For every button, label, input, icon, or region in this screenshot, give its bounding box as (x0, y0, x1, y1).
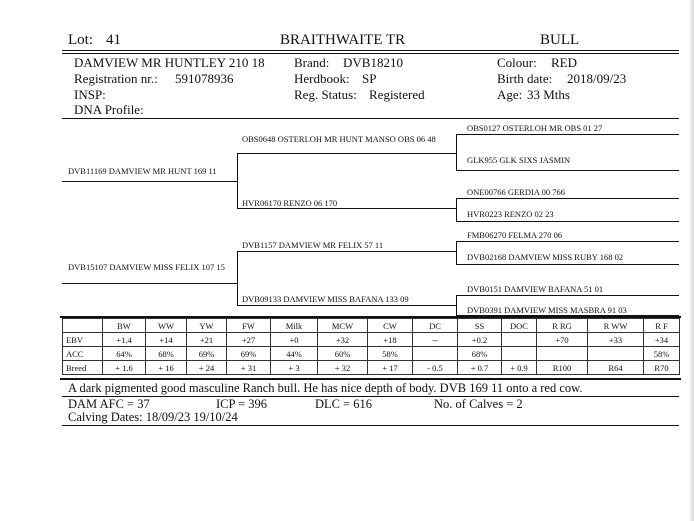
ebv-col-header: R F (644, 319, 680, 333)
ebv-cell: +14 (146, 333, 187, 347)
ebv-cell: +33 (588, 333, 644, 347)
acc-cell: 69% (187, 347, 227, 361)
sds-line (456, 198, 679, 199)
calving-dates: Calving Dates: 18/09/23 19/10/24 (68, 410, 238, 424)
ebv-cell: +27 (227, 333, 271, 347)
dam-bracket (237, 251, 238, 305)
breed-cell: + 0.7 (458, 361, 502, 375)
ds-line (237, 251, 456, 252)
insp-label: INSP: (74, 87, 106, 102)
ebv-col-header: R RG (537, 319, 588, 333)
sd-line (237, 208, 456, 209)
pedigree-sds: ONE00766 GERDIA 00 766 (467, 187, 565, 197)
ebv-col-header: YW (187, 319, 227, 333)
ebv-cell: EBV (63, 333, 103, 347)
breed-cell: R70 (644, 361, 680, 375)
breed-cell: + 32 (318, 361, 368, 375)
sire-bracket (237, 153, 238, 208)
ebv-col-header: DOC (502, 319, 537, 333)
birth-date-value: 2018/09/23 (567, 71, 627, 86)
pedigree-sss: OBS0127 OSTERLOH MR OBS 01 27 (467, 123, 603, 133)
ebv-col-header: Milk (271, 319, 318, 333)
breed-cell: + 31 (227, 361, 271, 375)
dna-profile-label: DNA Profile: (74, 102, 144, 117)
pedigree-sire-sire: OBS0648 OSTERLOH MR HUNT MANSO OBS 06 48 (242, 134, 436, 144)
ebv-col-header: DC (413, 319, 458, 333)
footer-divider (62, 425, 679, 426)
acc-cell: ACC (63, 347, 103, 361)
herdbook-label: Herdbook: (294, 71, 350, 86)
breed-cell: + 16 (146, 361, 187, 375)
breed-cell: + 0.9 (502, 361, 537, 375)
breed-cell: Breed (63, 361, 103, 375)
breed-cell: + 1.6 (103, 361, 146, 375)
reg-status-label: Reg. Status: (294, 87, 357, 102)
registration-label: Registration nr.: (74, 71, 158, 86)
acc-cell (588, 347, 644, 361)
breed-row (63, 361, 680, 375)
acc-cell: 44% (271, 347, 318, 361)
ebv-row (63, 333, 680, 347)
pedigree-dds: DVB0151 DAMVIEW BAFANA 51 01 (467, 284, 604, 294)
header-divider-top (62, 50, 679, 51)
acc-cell: 60% (318, 347, 368, 361)
acc-cell (502, 347, 537, 361)
breed-cell: R64 (588, 361, 644, 375)
acc-cell: 68% (146, 347, 187, 361)
ebv-col-header: WW (146, 319, 187, 333)
ebv-cell: +18 (368, 333, 413, 347)
lot-number: 41 (106, 32, 121, 48)
acc-cell (413, 347, 458, 361)
comments-text: A dark pigmented good masculine Ranch bull. He has nice depth of body. DVB 169 11 onto a red cow. (68, 381, 583, 395)
acc-cell (537, 347, 588, 361)
dam-afc: DAM AFC = 37 (68, 397, 150, 411)
sire-line (62, 181, 237, 182)
ssd-line (456, 170, 679, 171)
sdd-line (456, 221, 679, 222)
sex-label: BULL (540, 32, 580, 48)
animal-name: DAMVIEW MR HUNTLEY 210 18 (74, 55, 265, 70)
ebv-cell: -- (413, 333, 458, 347)
sss-line (456, 134, 679, 135)
dss-line (456, 241, 679, 242)
pedigree-dam: DVB15107 DAMVIEW MISS FELIX 107 15 (68, 262, 225, 272)
breed-cell: + 24 (187, 361, 227, 375)
dds-line (456, 295, 679, 296)
breed-cell: - 0.5 (413, 361, 458, 375)
colour-label: Colour: (497, 55, 537, 70)
dam-line (62, 283, 237, 284)
breed-cell: + 3 (271, 361, 318, 375)
ebv-col-header: R WW (588, 319, 644, 333)
acc-cell: 64% (103, 347, 146, 361)
breed-cell: R100 (537, 361, 588, 375)
details-divider (62, 118, 679, 119)
acc-cell: 58% (368, 347, 413, 361)
registration-value: 591078936 (175, 71, 234, 86)
ebv-table (62, 318, 680, 375)
table-border-bottom (60, 378, 681, 380)
reg-status-value: Registered (369, 87, 425, 102)
ebv-cell: +21 (187, 333, 227, 347)
dsd-line (456, 264, 679, 265)
ds-bracket (456, 241, 457, 264)
ebv-cell: +0 (271, 333, 318, 347)
header-divider-bottom (62, 53, 679, 54)
pedigree-sdd: HVR0223 RENZO 02 23 (467, 209, 554, 219)
pedigree-ddd: DVB0391 DAMVIEW MISS MASBRA 91 03 (467, 305, 627, 315)
acc-cell: 58% (644, 347, 680, 361)
herdbook-value: SP (362, 71, 377, 86)
acc-cell: 69% (227, 347, 271, 361)
pedigree-sire-dam: HVR06170 RENZO 06 170 (242, 198, 338, 208)
ebv-cell (502, 333, 537, 347)
age-value: 33 Mths (527, 87, 570, 102)
brand-value: DVB18210 (343, 55, 403, 70)
dd-bracket (456, 295, 457, 315)
pedigree-dam-sire: DVB1157 DAMVIEW MR FELIX 57 11 (242, 240, 384, 250)
ebv-header-row (63, 319, 680, 333)
dd-line (237, 305, 456, 306)
table-border-top (60, 316, 681, 318)
pedigree-dam-dam: DVB09133 DAMVIEW MISS BAFANA 133 09 (242, 294, 409, 304)
age-label: Age: (497, 87, 523, 102)
owner-name: BRAITHWAITE TR (280, 32, 406, 48)
calves-count: No. of Calves = 2 (434, 397, 523, 411)
ebv-col-header: BW (103, 319, 146, 333)
ebv-col-header: SS (458, 319, 502, 333)
pedigree-sire: DVB11169 DAMVIEW MR HUNT 169 11 (68, 166, 217, 176)
ebv-cell: +32 (318, 333, 368, 347)
pedigree-dss: FMB06270 FELMA 270 06 (467, 230, 563, 240)
lot-label: Lot: (68, 32, 93, 48)
sd-bracket (456, 198, 457, 221)
birth-date-label: Birth date: (497, 71, 553, 86)
page-edge-shadow (688, 0, 694, 521)
colour-value: RED (551, 55, 577, 70)
breed-cell: + 17 (368, 361, 413, 375)
ebv-col-header: FW (227, 319, 271, 333)
icp-value: ICP = 396 (216, 397, 268, 411)
ss-line (237, 153, 456, 154)
ebv-col-header: MCW (318, 319, 368, 333)
brand-label: Brand: (294, 55, 330, 70)
acc-row (63, 347, 680, 361)
pedigree-dsd: DVB02168 DAMVIEW MISS RUBY 168 02 (467, 252, 624, 262)
pedigree-ssd: GLK955 GLK SIXS JASMIN (467, 155, 571, 165)
ebv-cell: +70 (537, 333, 588, 347)
acc-cell: 68% (458, 347, 502, 361)
ebv-col-header (63, 319, 103, 333)
ebv-cell: +0.2 (458, 333, 502, 347)
ebv-col-header: CW (368, 319, 413, 333)
ebv-cell: +1.4 (103, 333, 146, 347)
dlc-value: DLC = 616 (315, 397, 373, 411)
ebv-cell: +34 (644, 333, 680, 347)
ss-bracket (456, 134, 457, 170)
